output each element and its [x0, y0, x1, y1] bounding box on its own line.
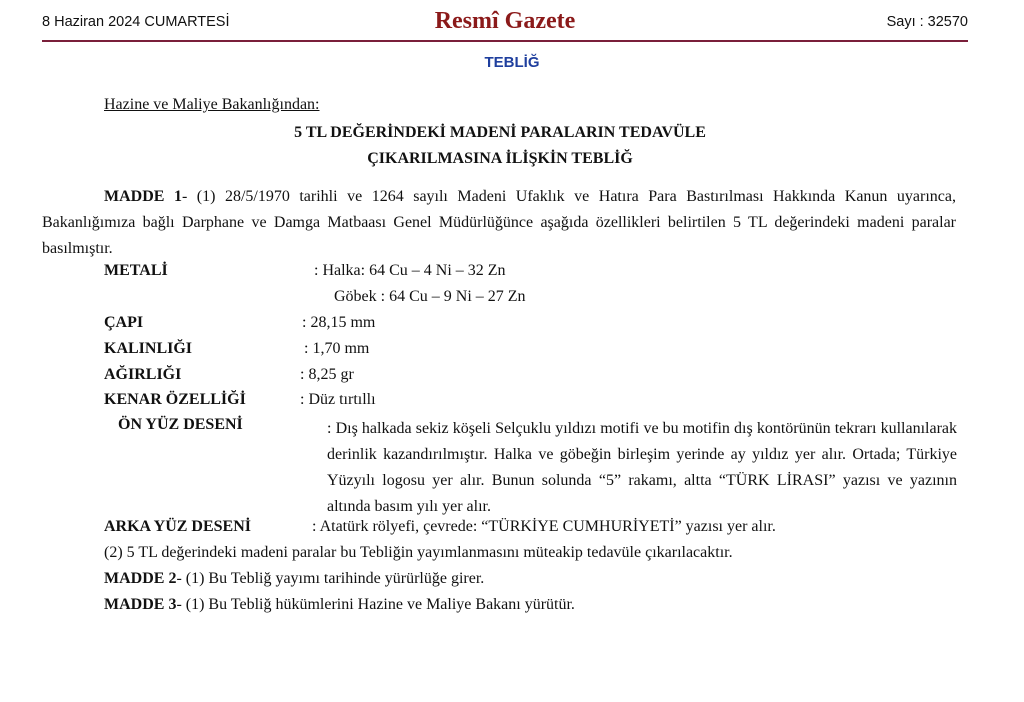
article-2-label: MADDE 2	[104, 570, 177, 587]
spec-label-thickness: KALINLIĞI	[104, 340, 193, 357]
spec-value-reverse: : Atatürk rölyefi, çevrede: “TÜRKİYE CUMHURİYETİ” yazısı yer alır.	[312, 518, 776, 535]
article-1-paragraph-1	[42, 184, 956, 262]
spec-value-weight: : 8,25 gr	[300, 366, 354, 383]
article-3-label: MADDE 3	[104, 596, 177, 613]
spec-label-metal: METALİ	[104, 262, 168, 279]
publication-date: 8 Haziran 2024 CUMARTESİ	[42, 14, 230, 30]
issuing-ministry: Hazine ve Maliye Bakanlığından:	[104, 96, 320, 113]
document-title-line-2: ÇIKARILMASINA İLİŞKİN TEBLİĞ	[367, 150, 633, 167]
header-divider	[42, 40, 968, 42]
spec-label-edge: KENAR ÖZELLİĞİ	[104, 391, 246, 408]
spec-label-reverse: ARKA YÜZ DESENİ	[104, 518, 251, 535]
spec-value-metal-ring: : Halka: 64 Cu – 4 Ni – 32 Zn	[314, 262, 506, 279]
section-heading: TEBLİĞ	[484, 54, 540, 71]
article-3-text: - (1) Bu Tebliğ hükümlerini Hazine ve Maliye Bakanı yürütür.	[176, 596, 575, 613]
spec-label-weight: AĞIRLIĞI	[104, 366, 182, 383]
spec-value-obverse: : Dış halkada sekiz köşeli Selçuklu yıldızı motifi ve bu motifin dış kontörünün tekrarı kullanılarak derinlik kazandırılmıştır. Halka ve göbeğin birleşim yerinde ay yıldız yer alır. Ortada; Türkiye Yüzyılı logosu yer alır. Bunun solunda “5” rakamı, altta “TÜRK LİRASI” yazısı ve yazının altında basım yılı yer alır.	[327, 420, 957, 515]
article-3	[104, 596, 575, 614]
gazette-header	[42, 6, 968, 40]
article-1-text: - (1) 28/5/1970 tarihli ve 1264 sayılı Madeni Ufaklık ve Hatıra Para Bastırılması Hakkında Kanun uyarınca, Bakanlığımıza bağlı Darphane ve Damga Matbaası Genel Müdürlüğünce aşağıda özellikleri belirtilen 5 TL değerindeki madeni paralar basılmıştır.	[42, 188, 957, 257]
article-1-label: MADDE 1	[104, 188, 182, 205]
spec-label-diameter: ÇAPI	[104, 314, 144, 331]
gazette-title: Resmî Gazete	[434, 8, 576, 34]
spec-label-obverse: ÖN YÜZ DESENİ	[118, 416, 243, 433]
article-1-paragraph-2: (2) 5 TL değerindeki madeni paralar bu Tebliğin yayımlanmasını müteakip tedavüle çıkarılacaktır.	[104, 544, 733, 561]
spec-value-diameter: : 28,15 mm	[302, 314, 376, 331]
spec-value-thickness: : 1,70 mm	[304, 340, 370, 357]
spec-value-metal-core: Göbek : 64 Cu – 9 Ni – 27 Zn	[334, 288, 526, 305]
article-2	[104, 570, 484, 588]
spec-value-edge: : Düz tırtıllı	[300, 391, 376, 408]
article-2-text: - (1) Bu Tebliğ yayımı tarihinde yürürlüğe girer.	[176, 570, 485, 587]
document-title-line-1: 5 TL DEĞERİNDEKİ MADENİ PARALARIN TEDAVÜLE	[294, 124, 706, 141]
issue-number: Sayı : 32570	[886, 14, 968, 30]
